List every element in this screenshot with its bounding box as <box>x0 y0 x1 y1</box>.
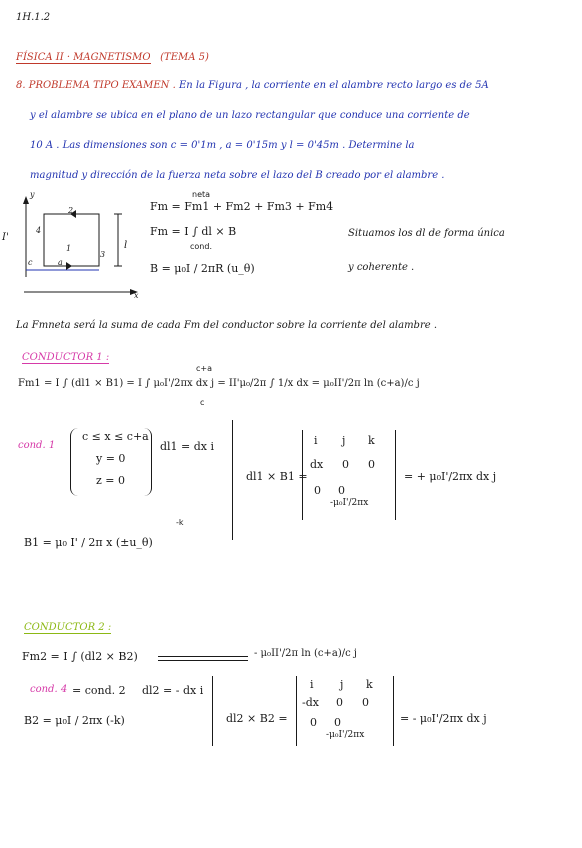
fm-integral: Fm = I ∫ dl × B <box>150 225 237 238</box>
c2-equals-top <box>158 656 248 657</box>
seg1-arrow <box>66 262 72 270</box>
c1-cond-0: c ≤ x ≤ c+a <box>82 430 149 443</box>
c2-m-6: 0 <box>310 716 317 729</box>
c1-result: = + μ₀I'/2πx dx j <box>404 470 497 483</box>
c2-b-field: B2 = μ₀I / 2πx (-k) <box>24 714 125 727</box>
note-line-2: y coherente . <box>348 262 415 273</box>
fnet-equation: Fm = Fm1 + Fm2 + Fm3 + Fm4 <box>150 200 334 213</box>
fnet-super: neta <box>192 190 211 199</box>
c1-m-6: 0 <box>314 484 321 497</box>
c2-cond-eq: = cond. 2 <box>72 684 126 697</box>
c1-dl: dl1 = dx i <box>160 440 215 453</box>
c2-force-rhs: - μ₀II'/2π ln (c+a)/c j <box>254 648 358 659</box>
c2-m-8: -μ₀I'/2πx <box>326 730 365 740</box>
problem-line-2: y el alambre se ubica en el plano de un lazo rectangular que conduce una corriente de <box>30 110 470 121</box>
c2-cond-label: cond. 4 <box>30 684 68 695</box>
c1-cond-2: z = 0 <box>96 474 126 487</box>
wire-current-label: I' <box>2 232 9 243</box>
c2-m-4: 0 <box>336 696 343 709</box>
c2-dl: dl2 = - dx i <box>142 684 204 697</box>
summary-line: La Fmneta será la suma de cada Fm del conductor sobre la corriente del alambre . <box>16 320 438 331</box>
c-label: c <box>28 258 33 267</box>
c1-m-4: 0 <box>342 458 349 471</box>
y-axis-arrow <box>23 196 29 204</box>
c1-cross-label: dl1 × B1 = <box>246 470 308 483</box>
c1-m-8: -μ₀I'/2πx <box>330 498 369 508</box>
seg3-label: 3 <box>100 250 106 259</box>
c1-m-7: 0 <box>338 484 345 497</box>
c2-result: = - μ₀I'/2πx dx j <box>400 712 487 725</box>
c1-b-field: B1 = μ₀ I' / 2π x (±u_θ) <box>24 536 153 549</box>
c2-m-7: 0 <box>334 716 341 729</box>
conductor2-title <box>24 622 111 633</box>
b-field-equation: B = μ₀I / 2πR (u_θ) <box>150 262 255 275</box>
topic-label: (TEMA 5) <box>160 52 209 63</box>
x-label: x <box>134 291 139 300</box>
c1-m-2: k <box>368 434 375 447</box>
c1-cond-1: y = 0 <box>96 452 126 465</box>
c1-b-direction: -k <box>176 518 184 527</box>
seg1-label: 1 <box>66 244 72 253</box>
c2-cross-label: dl2 × B2 = <box>226 712 288 725</box>
c2-equals-bottom <box>158 660 248 661</box>
c2-divider <box>212 676 213 746</box>
c1-limit-bottom: c <box>200 398 205 407</box>
conductor1-force-eq: Fm1 = I ∫ (dl1 × B1) = I ∫ μ₀I'/2πx dx j = II'μ₀/2π ∫ 1/x dx = μ₀II'/2π ln (c+a)/c j <box>18 378 420 389</box>
page-code: 1H.1.2 <box>16 12 51 23</box>
a-label: a <box>58 258 63 267</box>
c1-m-0: i <box>314 434 318 447</box>
l-label: l <box>124 240 128 251</box>
fm-integral-sub: cond. <box>190 242 212 251</box>
c1-cond-label: cond. 1 <box>18 440 56 451</box>
subject-title <box>16 52 209 63</box>
conductor1-title <box>22 352 109 363</box>
c2-force-lhs: Fm2 = I ∫ (dl2 × B2) <box>22 650 138 663</box>
c2-m-1: j <box>340 678 344 691</box>
problem-text-1: En la Figura , la corriente en el alambre recto largo es de 5A <box>178 80 489 91</box>
c2-m-0: i <box>310 678 314 691</box>
subject-label: FÍSICA II · MAGNETISMO <box>16 52 151 63</box>
problem-line-1 <box>16 80 489 91</box>
conductor2-title-text: CONDUCTOR 2 : <box>24 622 112 633</box>
problem-line-4: magnitud y dirección de la fuerza neta sobre el lazo del B creado por el alambre . <box>30 170 445 181</box>
y-label: y <box>30 190 35 199</box>
c2-m-3: -dx <box>302 696 319 709</box>
current-loop <box>44 214 99 266</box>
c1-m-5: 0 <box>368 458 375 471</box>
note-line-1: Situamos los dl de forma única <box>348 228 505 239</box>
c1-divider <box>232 420 233 540</box>
conductor1-title-text: CONDUCTOR 1 : <box>22 352 110 363</box>
c1-m-1: j <box>342 434 346 447</box>
c1-m-3: dx <box>310 458 324 471</box>
seg2-label: 2 <box>68 206 74 215</box>
c1-limit-top: c+a <box>196 364 213 373</box>
problem-label: 8. PROBLEMA TIPO EXAMEN . <box>16 80 176 91</box>
problem-line-3: 10 A . Las dimensiones son c = 0'1m , a = 0'15m y l = 0'45m . Determine la <box>30 140 415 151</box>
seg4-label: 4 <box>36 226 42 235</box>
c2-m-5: 0 <box>362 696 369 709</box>
c2-m-2: k <box>366 678 373 691</box>
